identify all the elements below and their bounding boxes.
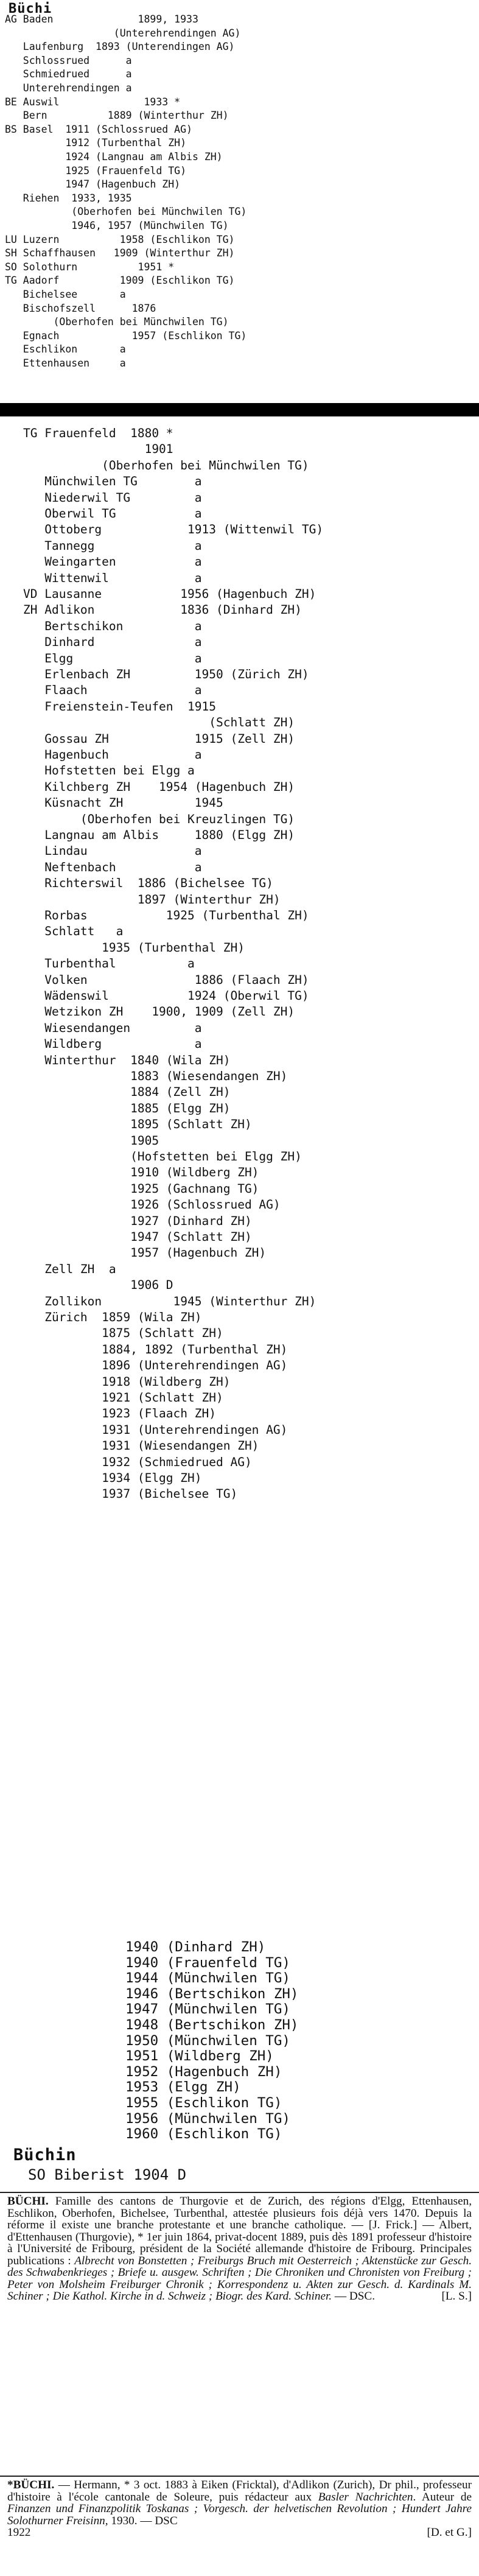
registry-line: 1921 (Schlatt ZH) <box>23 1391 223 1405</box>
registry-line: (Oberhofen bei Kreuzlingen TG) <box>23 812 295 826</box>
registry-line: Volken 1886 (Flaach ZH) <box>23 972 309 987</box>
registry-line: Wildberg a <box>23 1037 202 1051</box>
registry-line: Wittenwil a <box>23 570 202 585</box>
registry-line: 1923 (Flaach ZH) <box>23 1406 216 1421</box>
registry-line: Egnach 1957 (Eschlikon TG) <box>5 329 247 342</box>
registry-line: Lindau a <box>23 844 202 858</box>
dictionary-entry-buchi-2 <box>7 2479 472 2539</box>
registry-line: Tannegg a <box>23 538 202 553</box>
registry-line: 1948 (Bertschikon ZH) <box>125 2017 299 2033</box>
registry-line: 1953 (Elgg ZH) <box>125 2079 241 2096</box>
registry-line: Zollikon 1945 (Winterthur ZH) <box>23 1294 316 1308</box>
surname-heading-buchin: Büchin <box>13 2146 77 2164</box>
registry-line: 1947 (Münchwilen TG) <box>125 2001 290 2018</box>
registry-line: ZH Adlikon 1836 (Dinhard ZH) <box>23 603 302 617</box>
registry-line: Niederwil TG a <box>23 490 202 505</box>
registry-line: VD Lausanne 1956 (Hagenbuch ZH) <box>23 587 316 601</box>
registry-line: 1960 (Eschlikon TG) <box>125 2126 282 2143</box>
registry-line: 1957 (Hagenbuch ZH) <box>23 1246 267 1260</box>
entry-paper: Basler Nachrichten <box>318 2490 413 2504</box>
registry-line: 1925 (Frauenfeld TG) <box>5 164 187 177</box>
registry-line: Bern 1889 (Winterthur ZH) <box>5 110 229 122</box>
entry-tail: 1930. — DSC <box>108 2514 178 2527</box>
registry-line: Eschlikon a <box>5 343 126 356</box>
registry-line: 1895 (Schlatt ZH) <box>23 1117 252 1132</box>
registry-line: Schlatt a <box>23 924 124 939</box>
registry-line: 1951 (Wildberg ZH) <box>125 2048 274 2065</box>
registry-line: (Oberhofen bei Münchwilen TG) <box>23 458 309 472</box>
entry-last: 1922 <box>7 2526 31 2539</box>
registry-line: Wädenswil 1924 (Oberwil TG) <box>23 989 309 1003</box>
registry-line: 1906 D <box>23 1278 173 1293</box>
registry-line: Bertschikon a <box>23 619 202 633</box>
registry-line: 1885 (Elgg ZH) <box>23 1101 231 1115</box>
registry-line: 1905 <box>23 1133 159 1148</box>
registry-line: 1926 (Schlossrued AG) <box>23 1198 281 1212</box>
registry-line: Hagenbuch a <box>23 748 202 762</box>
registry-line: 1955 (Eschlikon TG) <box>125 2095 282 2111</box>
registry-line: 1927 (Dinhard ZH) <box>23 1213 252 1228</box>
headword: BÜCHI. <box>7 2195 49 2208</box>
registry-line: 1912 (Turbenthal ZH) <box>5 137 187 149</box>
registry-line: 1884, 1892 (Turbenthal ZH) <box>23 1342 288 1356</box>
registry-line: Unterehrendingen a <box>5 82 132 94</box>
entry-text: — Hermann, * 3 oct. 1883 à Eiken (Fricktal), d'Adlikon (Zurich), Dr phil., professeur d'histoire à l'école cantonale de Soleure, puis rédacteur aux <box>7 2479 472 2504</box>
registry-line: 1901 <box>23 442 173 457</box>
registry-line: 1956 (Münchwilen TG) <box>125 2110 290 2127</box>
registry-line: TG Aadorf 1909 (Eschlikon TG) <box>5 275 235 287</box>
registry-line: Turbenthal a <box>23 956 195 971</box>
registry-line: 1925 (Gachnang TG) <box>23 1181 259 1196</box>
registry-line: (Hofstetten bei Elgg ZH) <box>23 1149 302 1163</box>
entry-works: Finanzen und Finanzpolitik Toskanas ; Vorgesch. der helvetischen Revolution ; Hundert Jahre Solothurner Freisinn, <box>7 2502 472 2527</box>
registry-line: 1934 (Elgg ZH) <box>23 1471 202 1485</box>
dictionary-entry-buchi <box>7 2195 472 2303</box>
divider <box>0 2192 479 2193</box>
divider <box>0 2476 479 2477</box>
registry-line: Gossau ZH 1915 (Zell ZH) <box>23 731 295 746</box>
registry-line: 1946 (Bertschikon ZH) <box>125 1985 299 2002</box>
registry-line: (Oberhofen bei Münchwilen TG) <box>5 206 247 218</box>
registry-line: Ottoberg 1913 (Wittenwil TG) <box>23 522 324 537</box>
registry-line: Oberwil TG a <box>23 507 202 521</box>
registry-line: 1924 (Langnau am Albis ZH) <box>5 151 223 163</box>
entry-signature: [D. et G.] <box>427 2526 472 2539</box>
registry-line: (Oberhofen bei Münchwilen TG) <box>5 316 229 328</box>
registry-line: Ettenhausen a <box>5 357 126 369</box>
headword: *BÜCHI. <box>7 2479 55 2491</box>
registry-line: (Schlatt ZH) <box>23 715 295 730</box>
registry-line: Bischofszell 1876 <box>5 302 156 314</box>
registry-line: 1944 (Münchwilen TG) <box>125 1970 290 1987</box>
registry-line: 1931 (Wiesendangen ZH) <box>23 1439 259 1453</box>
registry-line: 1896 (Unterehrendingen AG) <box>23 1358 288 1373</box>
registry-line: Elgg a <box>23 651 202 665</box>
registry-line: Laufenburg 1893 (Unterendingen AG) <box>5 41 235 53</box>
registry-line: Rorbas 1925 (Turbenthal ZH) <box>23 908 309 922</box>
registry-line: Münchwilen TG a <box>23 474 202 489</box>
registry-line: 1940 (Dinhard ZH) <box>125 1939 266 1955</box>
surname-heading: Büchi <box>9 1 52 16</box>
registry-line: Wiesendangen a <box>23 1020 202 1035</box>
entry-text: Famille des cantons de Thurgovie et de Zurich, des régions d'Elgg, Ettenhausen, Eschlikon, Oberhofen, Bichelsee, Turbenthal, attestée plusieurs fois déjà vers 1470. Depuis la réforme il existe une branche protestante et une branche catholique. — [J. Frick.] — Albert, d'Ettenhausen (Thurgovie), * 1er juin 1864, privat-docent 1889, puis dès 1891 professeur d'histoire à l'Université de Fribourg, président de la Société allemande d'histoire de Fribourg. Principales publications : <box>7 2195 472 2267</box>
registry-line: 1947 (Hagenbuch ZH) <box>5 178 181 191</box>
registry-line: 1932 (Schmiedrued AG) <box>23 1455 252 1469</box>
registry-line: Wetzikon ZH 1900, 1909 (Zell ZH) <box>23 1005 295 1019</box>
scan-edge-bar <box>0 403 479 416</box>
registry-line: LU Luzern 1958 (Eschlikon TG) <box>5 233 235 245</box>
entry-source: — DSC. <box>332 2290 376 2303</box>
registry-line: BE Auswil 1933 * <box>5 96 181 108</box>
registry-line: Zell ZH a <box>23 1262 116 1276</box>
registry-line: 1897 (Winterthur ZH) <box>23 892 281 907</box>
registry-line: Richterswil 1886 (Bichelsee TG) <box>23 876 273 891</box>
registry-line: Kilchberg ZH 1954 (Hagenbuch ZH) <box>23 779 295 794</box>
registry-line: (Unterehrendingen AG) <box>5 27 241 39</box>
registry-line: 1875 (Schlatt ZH) <box>23 1326 223 1341</box>
registry-line: Dinhard a <box>23 635 202 650</box>
registry-line: Zürich 1859 (Wila ZH) <box>23 1310 202 1324</box>
registry-line: Riehen 1933, 1935 <box>5 192 132 204</box>
entry-text-2: . Auteur de <box>413 2490 472 2504</box>
registry-line: Schlossrued a <box>5 54 132 66</box>
registry-line: Winterthur 1840 (Wila ZH) <box>23 1053 231 1067</box>
registry-line: 1884 (Zell ZH) <box>23 1085 231 1100</box>
registry-line: 1952 (Hagenbuch ZH) <box>125 2063 282 2080</box>
registry-line: 1918 (Wildberg ZH) <box>23 1374 231 1389</box>
buchin-entry: SO Biberist 1904 D <box>28 2166 187 2183</box>
registry-line: 1935 (Turbenthal ZH) <box>23 940 245 955</box>
registry-line: Bichelsee a <box>5 289 126 300</box>
entry-signature: [L. S.] <box>441 2290 472 2303</box>
registry-line: BS Basel 1911 (Schlossrued AG) <box>5 123 192 135</box>
registry-line: AG Baden 1899, 1933 <box>5 13 198 25</box>
registry-line: Neftenbach a <box>23 860 202 874</box>
registry-line: 1947 (Schlatt ZH) <box>23 1230 252 1244</box>
registry-line: 1946, 1957 (Münchwilen TG) <box>5 220 229 231</box>
registry-line: Weingarten a <box>23 555 202 569</box>
registry-line: 1940 (Frauenfeld TG) <box>125 1954 290 1971</box>
registry-line: 1950 (Münchwilen TG) <box>125 2032 290 2049</box>
registry-line: 1883 (Wiesendangen ZH) <box>23 1069 288 1083</box>
registry-line: Schmiedrued a <box>5 68 132 80</box>
registry-line: SO Solothurn 1951 * <box>5 261 175 273</box>
registry-line: Küsnacht ZH 1945 <box>23 796 223 810</box>
registry-line: Freienstein-Teufen 1915 <box>23 699 216 714</box>
registry-line: 1910 (Wildberg ZH) <box>23 1165 259 1180</box>
registry-line: Hofstetten bei Elgg a <box>23 763 195 778</box>
registry-line: Langnau am Albis 1880 (Elgg ZH) <box>23 828 295 842</box>
registry-line: 1937 (Bichelsee TG) <box>23 1487 238 1501</box>
registry-line: SH Schaffhausen 1909 (Winterthur ZH) <box>5 247 235 259</box>
registry-line: 1931 (Unterehrendingen AG) <box>23 1422 288 1437</box>
registry-line: Flaach a <box>23 683 202 698</box>
registry-line: Erlenbach ZH 1950 (Zürich ZH) <box>23 667 309 681</box>
registry-line: TG Frauenfeld 1880 * <box>23 426 173 440</box>
entry-works: Albrecht von Bonstetten ; Freiburgs Bruch mit Oesterreich ; Aktenstücke zur Gesch. des Schwabenkrieges ; Briefe u. ausgew. Schriften ; Die Chroniken und Chronisten von Freiburg ; Peter von Molsheim Freiburger Chronik ; Korrespondenz u. Akten zur Gesch. d. Kardinals M. Schiner ; Die Kathol. Kirche in d. Schweiz ; Biogr. des Kard. Schiner. <box>7 2254 472 2303</box>
